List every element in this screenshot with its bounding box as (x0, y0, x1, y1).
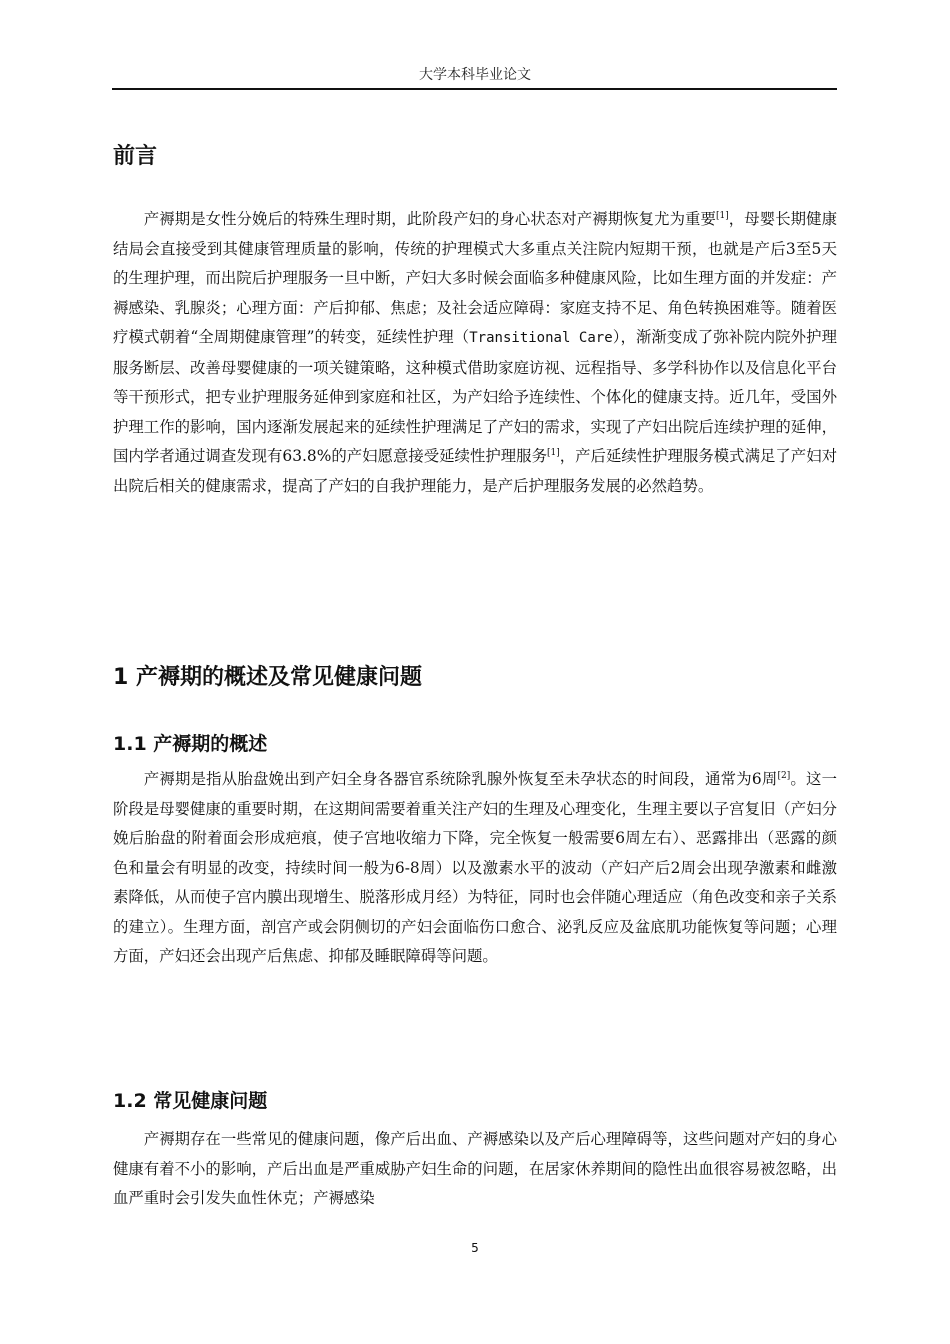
preface-term: Transitional Care (469, 330, 613, 346)
citation-2: [2] (777, 771, 791, 781)
preface-text-3: ），渐渐变成了弥补院内院外护理服务断层、改善母婴健康的一项关键策略，这种模式借助家庭访视、远程指导、多学科协作以及信息化平台等干预形式，把专业护理服务延伸到家庭和社区，为产妇给予连续性、个体化的健康支持。近几年，受国外护理工作的影响，国内逐渐发展起来的延续性护理满足了产妇的需求，实现了产妇出院后连续护理的延伸，国内学者通过调查发现有63.8%的产妇愿意接受延续性护理服务 (113, 328, 837, 465)
page-number: 5 (471, 1241, 479, 1255)
preface-text-1: 产褥期是女性分娩后的特殊生理时期，此阶段产妇的身心状态对产褥期恢复尤为重要 (143, 210, 716, 228)
section-1-1-text-2: 。这一阶段是母婴健康的重要时期，在这期间需要着重关注产妇的生理及心理变化，生理主要以子宫复旧（产妇分娩后胎盘的附着面会形成疤痕，使子宫地收缩力下降，完全恢复一般需要6周左右）、恶露排出（恶露的颜色和量会有明显的改变，持续时间一般为6-8周）以及激素水平的波动（产妇产后2周会出现孕激素和雌激素降低，从而使子宫内膜出现增生、脱落形成月经）为特征，同时也会伴随心理适应（角色改变和亲子关系的建立）。生理方面，剖宫产或会阴侧切的产妇会面临伤口愈合、泌乳反应及盆底肌功能恢复等问题；心理方面，产妇还会出现产后焦虑、抑郁及睡眠障碍等问题。 (113, 770, 837, 965)
header-divider (112, 88, 837, 90)
section-1-2-paragraph: 产褥期存在一些常见的健康问题，像产后出血、产褥感染以及产后心理障碍等，这些问题对产妇的身心健康有着不小的影响，产后出血是严重威胁产妇生命的问题，在居家休养期间的隐性出血很容易被忽略，出血严重时会引发失血性休克；产褥感染 (113, 1130, 837, 1207)
citation-1b: [1] (546, 448, 560, 458)
citation-1: [1] (715, 211, 729, 221)
preface-text-2: ，母婴长期健康结局会直接受到其健康管理质量的影响，传统的护理模式大多重点关注院内短期干预，也就是产后3至5天的生理护理，而出院后护理服务一旦中断，产妇大多时候会面临多种健康风险，比如生理方面的并发症：产褥感染、乳腺炎；心理方面：产后抑郁、焦虑；及社会适应障碍：家庭支持不足、角色转换困难等。随着医疗模式朝着“全周期健康管理”的转变，延续性护理（ (113, 210, 837, 346)
section-1-heading: 1 产褥期的概述及常见健康问题 (113, 665, 422, 690)
running-header: 大学本科毕业论文 (419, 67, 531, 83)
preface-heading: 前言 (113, 144, 158, 169)
section-1-1-text-1: 产褥期是指从胎盘娩出到产妇全身各器官系统除乳腺外恢复至未孕状态的时间段，通常为6周 (143, 770, 778, 788)
preface-paragraph (113, 205, 837, 501)
section-1-2-heading: 1.2 常见健康问题 (113, 1090, 268, 1112)
preface-text-4: ，产后延续性护理服务模式满足了产妇对出院后相关的健康需求，提高了产妇的自我护理能力，是产后护理服务发展的必然趋势。 (113, 447, 837, 495)
section-1-1-paragraph (113, 765, 837, 972)
section-1-1-heading: 1.1 产褥期的概述 (113, 733, 268, 755)
